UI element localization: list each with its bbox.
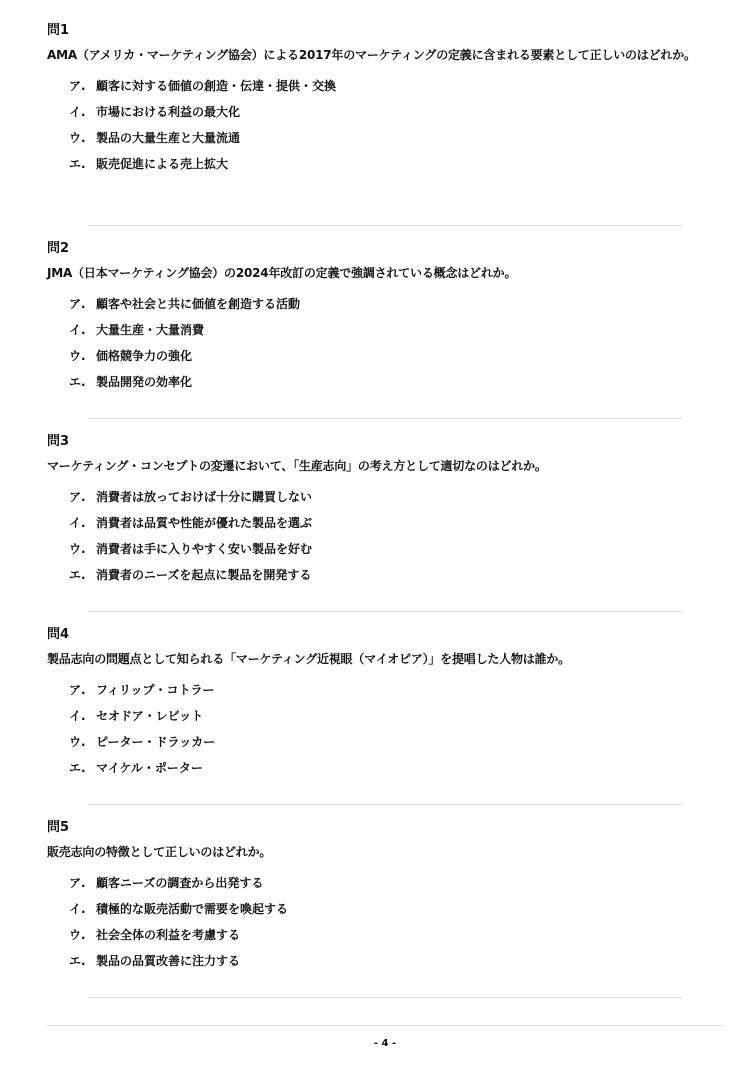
option-text: 製品開発の効率化 <box>96 375 193 389</box>
option-label: エ. <box>69 157 86 171</box>
question-number: 問3 <box>47 434 70 449</box>
option-text: 顧客や社会と共に価値を創造する活動 <box>96 297 301 311</box>
option-label: エ. <box>69 761 86 775</box>
option-label: エ. <box>69 375 86 389</box>
option-label: イ. <box>69 323 86 337</box>
question-text: AMA（アメリカ・マーケティング協会）による2017年のマーケティングの定義に含まれる要素として正しいのはどれか。 <box>47 48 696 62</box>
option-label: ウ. <box>69 928 86 942</box>
option-e <box>69 156 727 172</box>
option-u <box>69 541 727 557</box>
option-a <box>69 296 727 312</box>
question-text: 販売志向の特徴として正しいのはどれか。 <box>47 845 272 859</box>
option-text: セオドア・レビット <box>96 709 204 723</box>
option-label: ア. <box>69 683 86 697</box>
option-text: 製品の品質改善に注力する <box>96 954 241 968</box>
option-list <box>47 78 727 172</box>
option-a <box>69 682 727 698</box>
question-divider <box>88 997 682 998</box>
option-a <box>69 78 727 94</box>
question-number: 問1 <box>47 23 70 38</box>
option-text: 市場における利益の最大化 <box>96 105 241 119</box>
page-number: - 4 - <box>373 1038 397 1049</box>
option-text: 大量生産・大量消費 <box>96 323 205 337</box>
option-text: 積極的な販売活動で需要を喚起する <box>96 902 289 916</box>
question-4 <box>47 626 727 786</box>
option-label: イ. <box>69 709 86 723</box>
question-text: JMA（日本マーケティング協会）の2024年改訂の定義で強調されている概念はどれか。 <box>47 266 517 280</box>
option-i <box>69 322 727 338</box>
option-a <box>69 875 727 891</box>
question-text: 製品志向の問題点として知られる「マーケティング近視眼（マイオピア）」を提唱した人物は誰か。 <box>47 652 570 666</box>
question-divider <box>88 225 682 226</box>
option-text: 販売促進による売上拡大 <box>96 157 229 171</box>
option-e <box>69 567 727 583</box>
option-text: 消費者は品質や性能が優れた製品を選ぶ <box>96 516 313 530</box>
option-label: ウ. <box>69 131 86 145</box>
option-label: ア. <box>69 297 86 311</box>
option-text: 消費者は放っておけば十分に購買しない <box>96 490 313 504</box>
option-u <box>69 130 727 146</box>
option-i <box>69 515 727 531</box>
question-2 <box>47 240 727 400</box>
question-divider <box>88 418 682 419</box>
option-label: ア. <box>69 876 86 890</box>
question-number: 問5 <box>47 820 70 835</box>
option-list <box>47 682 727 776</box>
option-text: 社会全体の利益を考慮する <box>96 928 241 942</box>
option-label: ア. <box>69 490 86 504</box>
option-i <box>69 901 727 917</box>
option-list <box>47 489 727 583</box>
option-text: 顧客ニーズの調査から出発する <box>96 876 264 890</box>
option-i <box>69 708 727 724</box>
option-label: エ. <box>69 954 86 968</box>
question-1 <box>47 22 727 182</box>
option-i <box>69 104 727 120</box>
option-e <box>69 760 727 776</box>
option-u <box>69 348 727 364</box>
option-text: 顧客に対する価値の創造・伝達・提供・交換 <box>96 79 337 93</box>
footer-rule <box>47 1025 724 1026</box>
option-e <box>69 374 727 390</box>
question-number: 問2 <box>47 241 70 256</box>
option-label: ウ. <box>69 349 86 363</box>
option-label: イ. <box>69 902 86 916</box>
question-text: マーケティング・コンセプトの変遷において、「生産志向」の考え方として適切なのはどれか。 <box>47 459 547 473</box>
option-text: 製品の大量生産と大量流通 <box>96 131 241 145</box>
option-a <box>69 489 727 505</box>
option-list <box>47 875 727 969</box>
option-text: 消費者のニーズを起点に製品を開発する <box>96 568 312 582</box>
option-label: イ. <box>69 516 86 530</box>
option-label: ウ. <box>69 542 86 556</box>
option-text: 価格競争力の強化 <box>96 349 193 363</box>
option-list <box>47 296 727 390</box>
option-e <box>69 953 727 969</box>
option-label: エ. <box>69 568 86 582</box>
option-text: 消費者は手に入りやすく安い製品を好む <box>96 542 313 556</box>
question-divider <box>88 804 682 805</box>
option-text: マイケル・ポーター <box>96 761 203 775</box>
option-label: イ. <box>69 105 86 119</box>
option-text: フィリップ・コトラー <box>96 683 215 697</box>
question-divider <box>88 611 682 612</box>
question-number: 問4 <box>47 627 70 642</box>
option-label: ウ. <box>69 735 86 749</box>
question-3 <box>47 433 727 593</box>
question-5 <box>47 819 727 979</box>
option-text: ピーター・ドラッカー <box>96 735 216 749</box>
option-u <box>69 734 727 750</box>
option-u <box>69 927 727 943</box>
option-label: ア. <box>69 79 86 93</box>
